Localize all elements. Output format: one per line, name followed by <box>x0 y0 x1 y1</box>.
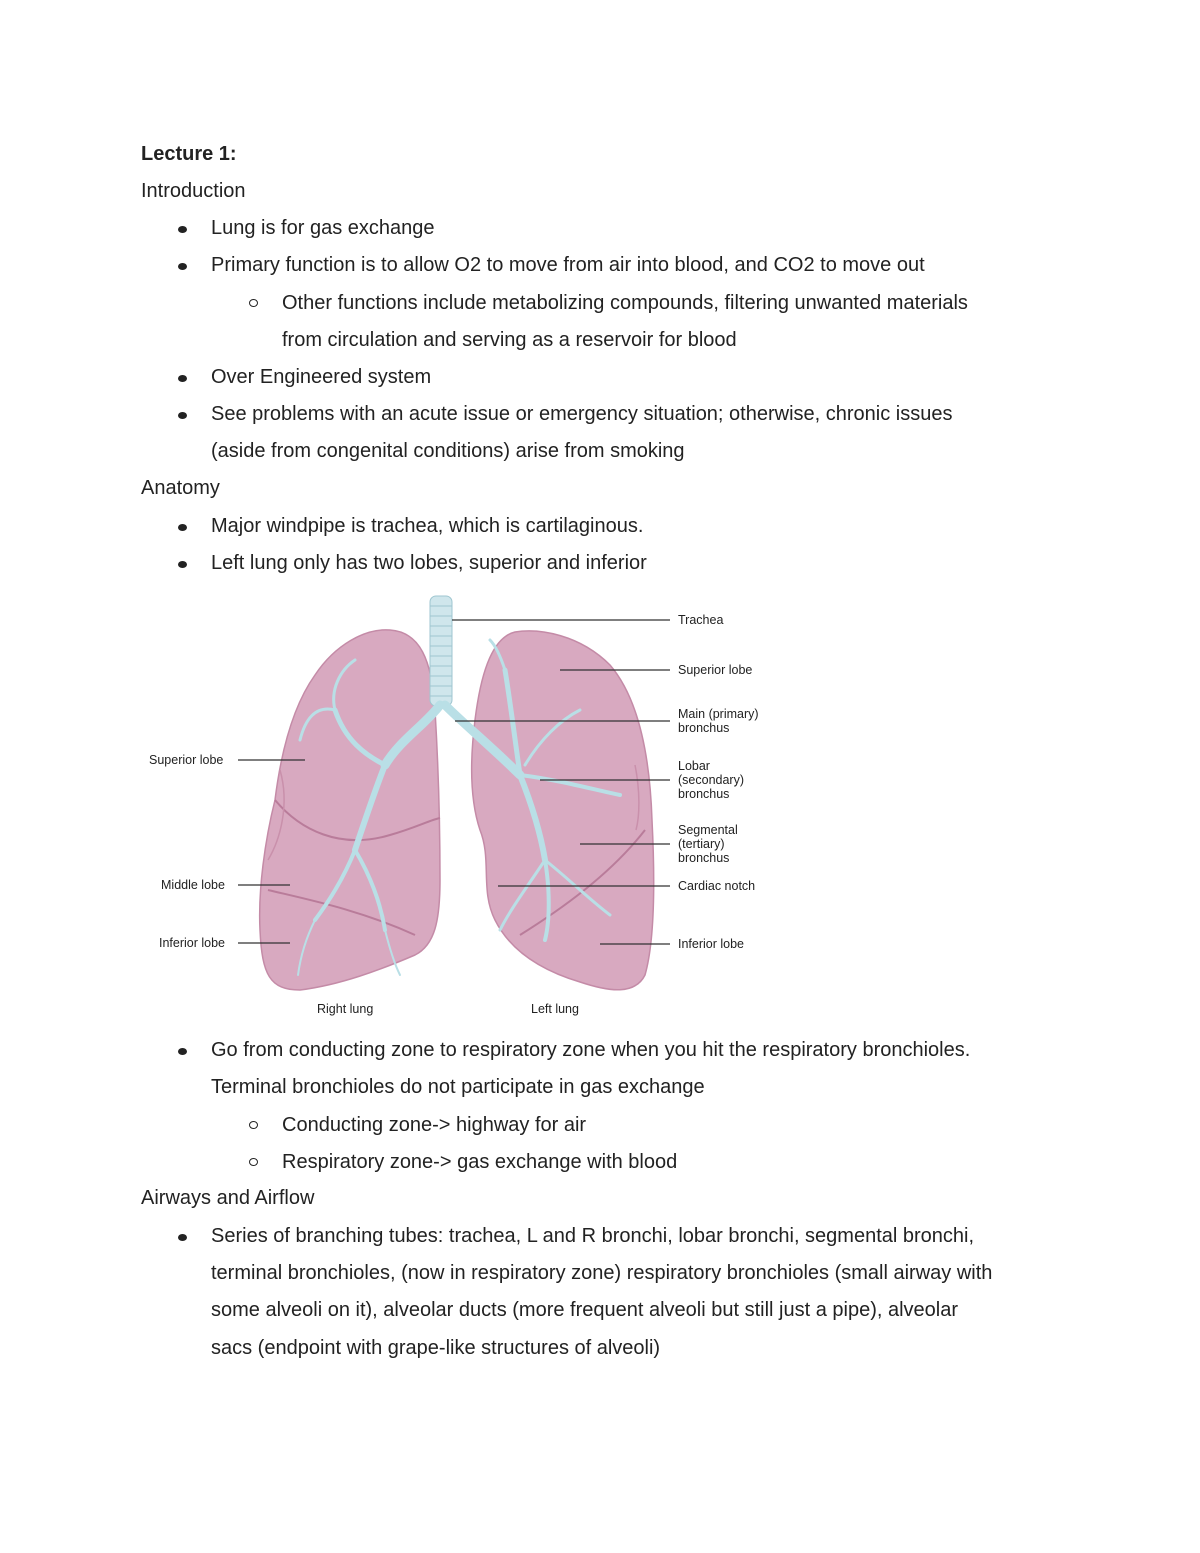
lecture-title: Lecture 1: <box>141 143 237 165</box>
label-middle-lobe: Middle lobe <box>161 878 225 892</box>
label-inferior-lobe-right: Inferior lobe <box>159 936 226 950</box>
label-left-lung: Left lung <box>531 1002 579 1016</box>
label-lobar-bronchus: Lobar (secondary) bronchus <box>678 759 744 801</box>
lung-anatomy-figure <box>140 590 780 1020</box>
anatomy-bullet-1: Major windpipe is trachea, which is cartilaginous. <box>211 515 644 537</box>
section-heading-anatomy: Anatomy <box>141 477 220 499</box>
label-inferior-lobe-left: Inferior lobe <box>678 937 745 951</box>
section-heading-introduction: Introduction <box>141 180 246 202</box>
label-superior-lobe-right: Superior lobe <box>149 753 224 767</box>
lung-illustration <box>140 590 780 1020</box>
intro-bullet-1: Lung is for gas exchange <box>211 217 435 239</box>
section-heading-airways: Airways and Airflow <box>141 1187 315 1209</box>
label-segmental-bronchus: Segmental (tertiary) bronchus <box>678 823 738 865</box>
right-lung-shape <box>260 630 440 990</box>
sub-bullet-icon <box>249 1121 258 1129</box>
bullet-icon <box>178 561 187 568</box>
label-superior-lobe-left: Superior lobe <box>678 663 753 677</box>
intro-sub-bullet-line-1: Other functions include metabolizing compounds, filtering unwanted materials <box>282 292 968 314</box>
intro-bullet-2: Primary function is to allow O2 to move from air into blood, and CO2 to move out <box>211 254 925 276</box>
bullet-icon <box>178 1234 187 1241</box>
airways-bullet-line-4: sacs (endpoint with grape-like structures of alveoli) <box>211 1337 661 1359</box>
anatomy-sub-bullet-2: Respiratory zone-> gas exchange with blood <box>282 1151 678 1173</box>
sub-bullet-icon <box>249 1158 258 1166</box>
anatomy-bullet-3-line-2: Terminal bronchioles do not participate in gas exchange <box>211 1076 705 1098</box>
label-trachea: Trachea <box>678 613 724 627</box>
intro-bullet-4-line-2: (aside from congenital conditions) arise from smoking <box>211 440 685 462</box>
anatomy-bullet-2: Left lung only has two lobes, superior and inferior <box>211 552 647 574</box>
label-main-bronchus: Main (primary) bronchus <box>678 707 759 735</box>
bullet-icon <box>178 263 187 270</box>
label-right-lung: Right lung <box>317 1002 374 1016</box>
intro-bullet-4-line-1: See problems with an acute issue or emergency situation; otherwise, chronic issues <box>211 403 953 425</box>
anatomy-sub-bullet-1: Conducting zone-> highway for air <box>282 1114 587 1136</box>
bullet-icon <box>178 524 187 531</box>
airways-bullet-line-3: some alveoli on it), alveolar ducts (more frequent alveoli but still just a pipe), alveolar <box>211 1299 959 1321</box>
trachea-shape <box>430 596 452 706</box>
bullet-icon <box>178 1048 187 1055</box>
sub-bullet-icon <box>249 299 258 307</box>
bullet-icon <box>178 375 187 382</box>
label-cardiac-notch: Cardiac notch <box>678 879 756 893</box>
airways-bullet-line-1: Series of branching tubes: trachea, L and R bronchi, lobar bronchi, segmental bronchi, <box>211 1225 975 1247</box>
bullet-icon <box>178 412 187 419</box>
intro-sub-bullet-line-2: from circulation and serving as a reservoir for blood <box>282 329 737 351</box>
intro-bullet-3: Over Engineered system <box>211 366 432 388</box>
bullet-icon <box>178 226 187 233</box>
anatomy-bullet-3-line-1: Go from conducting zone to respiratory zone when you hit the respiratory bronchioles. <box>211 1039 971 1061</box>
airways-bullet-line-2: terminal bronchioles, (now in respiratory zone) respiratory bronchioles (small airway with <box>211 1262 993 1284</box>
left-lung-shape <box>472 631 654 990</box>
